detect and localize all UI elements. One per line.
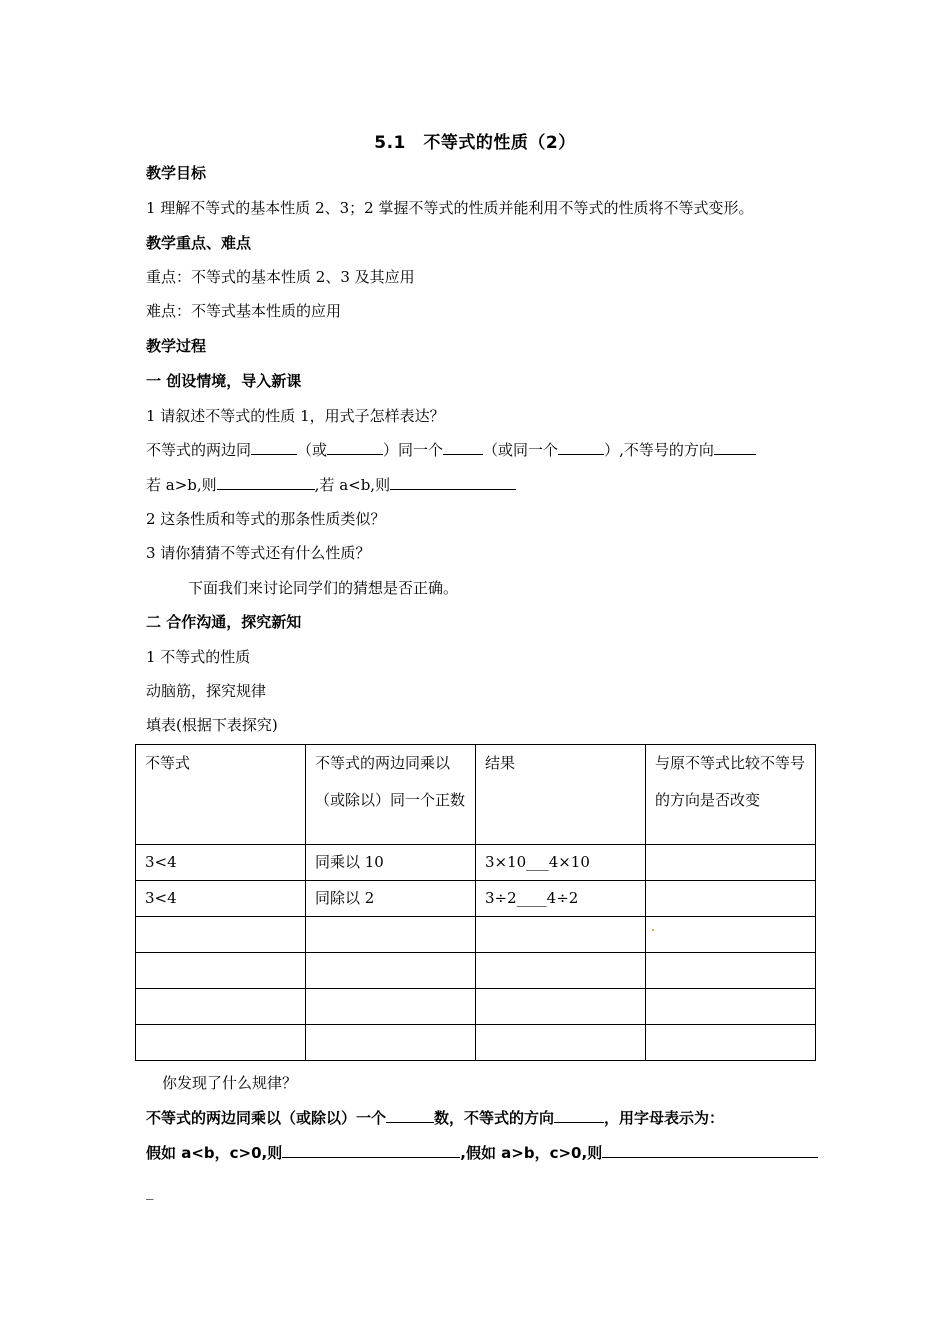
table-cell[interactable] [306,1025,476,1061]
key-point: 重点：不等式的基本性质 2、3 及其应用 [146,268,415,286]
fill-text: ,若 a<b,则 [314,476,391,494]
blank-field[interactable] [386,1107,434,1123]
process-heading: 教学过程 [146,337,207,355]
fill-text: ）同一个 [383,441,444,459]
table-row [136,845,816,881]
question-3-follow: 下面我们来讨论同学们的猜想是否正确。 [188,579,459,597]
table-cell[interactable] [646,845,816,881]
fill-in-line-1 [146,439,756,461]
fill-text: ）,不等号的方向 [604,441,714,459]
table-cell: 3<4 [136,845,306,881]
sub-heading-2: 动脑筋，探究规律 [146,682,267,700]
table-cell[interactable] [646,881,816,917]
header-cell: 不等式 [136,745,306,845]
question-1: 1 请叙述不等式的性质 1，用式子怎样表达？ [146,407,445,425]
blank-field[interactable] [390,474,516,490]
blank-field[interactable] [327,439,383,455]
table-cell[interactable] [646,1025,816,1061]
header-cell: 与原不等式比较不等号的方向是否改变 [646,745,816,845]
table-row [136,1025,816,1061]
discovery-question: 你发现了什么规律？ [162,1074,298,1092]
blank-field[interactable] [554,1107,604,1123]
table-cell[interactable] [306,917,476,953]
table-cell[interactable] [476,1025,646,1061]
header-cell: 结果 [476,745,646,845]
fill-in-line-2 [146,474,516,496]
blank-field[interactable] [282,1142,460,1158]
table-cell[interactable] [306,989,476,1025]
stray-mark [652,929,654,931]
table-row [136,881,816,917]
table-cell: 同除以 2 [306,881,476,917]
exploration-table [135,744,816,1061]
part2-heading: 二 合作沟通，探究新知 [146,613,302,631]
blank-field[interactable] [714,439,756,455]
table-cell: 同乘以 10 [306,845,476,881]
difficult-point: 难点：不等式基本性质的应用 [146,302,342,320]
table-row [136,953,816,989]
blank-field[interactable] [217,474,315,490]
goals-heading: 教学目标 [146,164,207,182]
table-cell[interactable] [136,953,306,989]
condition-line [146,1142,818,1164]
table-row [136,989,816,1025]
page-title: 5.1 不等式的性质（2） [374,133,576,153]
table-cell[interactable] [646,917,816,953]
trailing-underscore: _ [146,1182,154,1200]
rule-text: 数，不等式的方向 [434,1109,555,1127]
blank-field[interactable] [251,439,297,455]
fill-text: 不等式的两边同 [146,441,252,459]
condition-text: 假如 a<b，c>0,则 [146,1144,283,1162]
part1-heading: 一 创设情境，导入新课 [146,372,302,390]
rule-text: 不等式的两边同乘以（或除以）一个 [146,1109,387,1127]
table-cell: 3÷2____4÷2 [476,881,646,917]
sub-heading-3: 填表(根据下表探究) [146,716,278,734]
table-cell[interactable] [136,989,306,1025]
question-2: 2 这条性质和等式的那条性质类似？ [146,510,386,528]
table-cell[interactable] [136,917,306,953]
table-cell[interactable] [476,953,646,989]
table-cell[interactable] [646,953,816,989]
blank-field[interactable] [602,1142,818,1158]
blank-field[interactable] [558,439,604,455]
sub-heading-1: 1 不等式的性质 [146,648,251,666]
header-cell: 不等式的两边同乘以（或除以）同一个正数 [306,745,476,845]
fill-text: （或同一个 [483,441,559,459]
table-cell[interactable] [476,917,646,953]
question-3: 3 请你猜猜不等式还有什么性质？ [146,544,371,562]
table-header-row [136,745,816,845]
condition-text: ,假如 a>b，c>0,则 [460,1144,603,1162]
table-cell: 3×10___4×10 [476,845,646,881]
goals-text: 1 理解不等式的基本性质 2、3；2 掌握不等式的性质并能利用不等式的性质将不等式变形。 [146,199,754,217]
rule-line [146,1107,724,1129]
table-cell: 3<4 [136,881,306,917]
table-cell[interactable] [306,953,476,989]
table-cell[interactable] [136,1025,306,1061]
table-cell[interactable] [646,989,816,1025]
key-heading: 教学重点、难点 [146,234,252,252]
fill-text: （或 [297,441,328,459]
blank-field[interactable] [443,439,483,455]
fill-text: 若 a>b,则 [146,476,217,494]
table-row [136,917,816,953]
table-cell[interactable] [476,989,646,1025]
rule-text: ，用字母表示为： [604,1109,725,1127]
